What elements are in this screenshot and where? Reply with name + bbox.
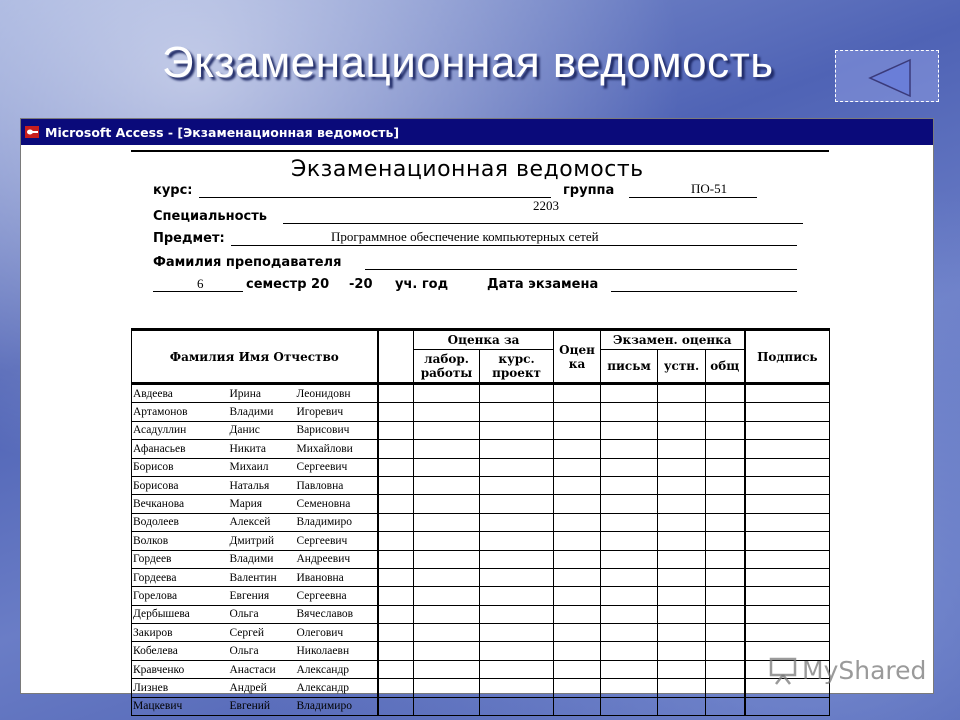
presentation-icon: [768, 657, 798, 685]
oral-cell: [658, 624, 706, 642]
signature-cell: [745, 697, 830, 715]
patronymic-cell: Олегович: [296, 624, 378, 642]
lab-work-cell: [414, 550, 480, 568]
lab-work-cell: [414, 642, 480, 660]
blank-cell: [378, 513, 414, 531]
table-row: [132, 532, 830, 550]
grade-cell: [554, 532, 601, 550]
specialty-value: 2203: [533, 198, 559, 213]
subject-line: [231, 245, 797, 246]
last-name-cell: Гордеева: [132, 568, 229, 586]
total-cell: [706, 642, 745, 660]
signature-cell: [745, 421, 830, 439]
oral-cell: [658, 679, 706, 697]
oral-cell: [658, 421, 706, 439]
written-cell: [601, 660, 658, 678]
blank-cell: [378, 476, 414, 494]
patronymic-cell: Владимиро: [296, 513, 378, 531]
signature-cell: [745, 403, 830, 421]
oral-cell: [658, 476, 706, 494]
total-cell: [706, 403, 745, 421]
course-project-cell: [480, 513, 554, 531]
last-name-cell: Афанасьев: [132, 440, 229, 458]
written-cell: [601, 605, 658, 623]
specialty-line: [283, 223, 803, 224]
table-row: [132, 660, 830, 678]
oral-cell: [658, 440, 706, 458]
grade-cell: [554, 421, 601, 439]
table-row: [132, 458, 830, 476]
course-project-cell: [480, 624, 554, 642]
oral-cell: [658, 532, 706, 550]
last-name-cell: Авдеева: [132, 384, 229, 403]
lab-work-cell: [414, 513, 480, 531]
first-name-cell: Анастаси: [229, 660, 296, 678]
table-row: [132, 679, 830, 697]
total-cell: [706, 679, 745, 697]
grade-cell: [554, 458, 601, 476]
written-cell: [601, 476, 658, 494]
group-label: группа: [563, 183, 615, 198]
grade-cell: [554, 513, 601, 531]
written-cell: [601, 550, 658, 568]
first-name-cell: Евгения: [229, 587, 296, 605]
lab-work-cell: [414, 697, 480, 715]
lab-work-cell: [414, 660, 480, 678]
patronymic-cell: Игоревич: [296, 403, 378, 421]
signature-header: Подпись: [745, 330, 830, 384]
last-name-cell: Водолеев: [132, 513, 229, 531]
oral-cell: [658, 568, 706, 586]
lab-work-header: лабор. работы: [414, 350, 480, 384]
signature-cell: [745, 440, 830, 458]
written-cell: [601, 513, 658, 531]
grade-cell: [554, 605, 601, 623]
patronymic-cell: Семеновна: [296, 495, 378, 513]
lab-work-cell: [414, 476, 480, 494]
signature-cell: [745, 605, 830, 623]
patronymic-cell: Сергеевич: [296, 532, 378, 550]
last-name-cell: Дербышева: [132, 605, 229, 623]
grade-cell: [554, 440, 601, 458]
blank-cell: [378, 440, 414, 458]
grade-for-header: Оценка за: [414, 330, 554, 350]
semester-value: 6: [197, 276, 204, 291]
lab-work-cell: [414, 440, 480, 458]
signature-cell: [745, 513, 830, 531]
table-row: [132, 476, 830, 494]
table-row: [132, 568, 830, 586]
written-cell: [601, 642, 658, 660]
oral-cell: [658, 495, 706, 513]
last-name-cell: Борисова: [132, 476, 229, 494]
course-project-cell: [480, 550, 554, 568]
oral-cell: [658, 587, 706, 605]
signature-cell: [745, 587, 830, 605]
course-project-cell: [480, 605, 554, 623]
back-button[interactable]: [835, 50, 939, 102]
grade-cell: [554, 384, 601, 403]
course-project-cell: [480, 458, 554, 476]
lab-work-cell: [414, 495, 480, 513]
teacher-label: Фамилия преподавателя: [153, 255, 342, 270]
first-name-cell: Никита: [229, 440, 296, 458]
patronymic-cell: Александр: [296, 679, 378, 697]
table-row: [132, 642, 830, 660]
blank-cell: [378, 384, 414, 403]
teacher-line: [365, 269, 797, 270]
last-name-cell: Кравченко: [132, 660, 229, 678]
watermark-text: MyShared: [802, 656, 927, 685]
written-cell: [601, 532, 658, 550]
table-row: [132, 403, 830, 421]
first-name-cell: Ольга: [229, 605, 296, 623]
blank-cell: [378, 624, 414, 642]
grade-cell: [554, 550, 601, 568]
table-row: [132, 513, 830, 531]
total-cell: [706, 624, 745, 642]
course-project-cell: [480, 660, 554, 678]
course-project-cell: [480, 440, 554, 458]
course-project-cell: [480, 495, 554, 513]
first-name-cell: Михаил: [229, 458, 296, 476]
access-key-icon: [25, 126, 39, 138]
first-name-cell: Данис: [229, 421, 296, 439]
signature-cell: [745, 495, 830, 513]
grade-cell: [554, 587, 601, 605]
lab-work-cell: [414, 384, 480, 403]
lab-work-cell: [414, 403, 480, 421]
oral-cell: [658, 660, 706, 678]
oral-cell: [658, 384, 706, 403]
patronymic-cell: Андреевич: [296, 550, 378, 568]
patronymic-cell: Леонидовн: [296, 384, 378, 403]
blank-cell: [378, 458, 414, 476]
table-row: [132, 421, 830, 439]
grade-cell: [554, 642, 601, 660]
total-cell: [706, 550, 745, 568]
first-name-cell: Владими: [229, 550, 296, 568]
course-project-cell: [480, 587, 554, 605]
written-cell: [601, 697, 658, 715]
oral-cell: [658, 697, 706, 715]
written-cell: [601, 495, 658, 513]
year-label: уч. год: [395, 277, 449, 292]
name-header: Фамилия Имя Отчество: [132, 330, 378, 384]
exam-sheet-report: [131, 145, 831, 713]
blank-cell: [378, 660, 414, 678]
total-header: общ: [706, 350, 745, 384]
oral-cell: [658, 605, 706, 623]
signature-cell: [745, 624, 830, 642]
last-name-cell: Артамонов: [132, 403, 229, 421]
blank-cell: [378, 550, 414, 568]
patronymic-cell: Михайлови: [296, 440, 378, 458]
signature-cell: [745, 568, 830, 586]
course-line: [199, 197, 551, 198]
first-name-cell: Мария: [229, 495, 296, 513]
semester-label: семестр 20: [246, 277, 330, 292]
total-cell: [706, 605, 745, 623]
access-report-window: [20, 118, 934, 713]
blank-cell: [378, 532, 414, 550]
subject-label: Предмет:: [153, 231, 225, 246]
last-name-cell: Гордеев: [132, 550, 229, 568]
first-name-cell: Сергей: [229, 624, 296, 642]
group-line: [629, 197, 757, 198]
blank-cell: [378, 642, 414, 660]
written-header: письм: [601, 350, 658, 384]
total-cell: [706, 495, 745, 513]
last-name-cell: Закиров: [132, 624, 229, 642]
grade-header: [554, 330, 601, 384]
lab-work-cell: [414, 624, 480, 642]
signature-cell: [745, 532, 830, 550]
grade-cell: [554, 679, 601, 697]
signature-cell: [745, 550, 830, 568]
first-name-cell: Дмитрий: [229, 532, 296, 550]
group-value: ПО-51: [691, 181, 728, 196]
subject-value: Программное обеспечение компьютерных сетей: [331, 229, 599, 244]
course-project-header: курс. проект: [480, 350, 554, 384]
table-row: [132, 605, 830, 623]
report-top-rule: [131, 150, 829, 152]
signature-cell: [745, 384, 830, 403]
grade-cell: [554, 568, 601, 586]
exam-date-label: Дата экзамена: [487, 277, 599, 292]
table-row: [132, 384, 830, 403]
total-cell: [706, 476, 745, 494]
grade-cell: [554, 476, 601, 494]
blank-cell: [378, 421, 414, 439]
first-name-cell: Наталья: [229, 476, 296, 494]
patronymic-cell: Вячеславов: [296, 605, 378, 623]
total-cell: [706, 513, 745, 531]
oral-cell: [658, 642, 706, 660]
written-cell: [601, 384, 658, 403]
course-project-cell: [480, 642, 554, 660]
table-row: [132, 587, 830, 605]
exam-grade-header: Экзамен. оценка: [601, 330, 745, 350]
first-name-cell: Ольга: [229, 642, 296, 660]
written-cell: [601, 679, 658, 697]
total-cell: [706, 440, 745, 458]
course-project-cell: [480, 403, 554, 421]
report-title: Экзаменационная ведомость: [291, 157, 644, 182]
last-name-cell: Горелова: [132, 587, 229, 605]
window-titlebar: [21, 119, 933, 145]
blank-cell: [378, 587, 414, 605]
written-cell: [601, 568, 658, 586]
patronymic-cell: Сергеевич: [296, 458, 378, 476]
written-cell: [601, 458, 658, 476]
grade-cell: [554, 403, 601, 421]
table-row: [132, 495, 830, 513]
course-project-cell: [480, 568, 554, 586]
signature-cell: [745, 476, 830, 494]
last-name-cell: Лизнев: [132, 679, 229, 697]
course-project-cell: [480, 697, 554, 715]
course-project-cell: [480, 421, 554, 439]
first-name-cell: Валентин: [229, 568, 296, 586]
patronymic-cell: Павловна: [296, 476, 378, 494]
patronymic-cell: Ивановна: [296, 568, 378, 586]
patronymic-cell: Варисович: [296, 421, 378, 439]
last-name-cell: Волков: [132, 532, 229, 550]
first-name-cell: Ирина: [229, 384, 296, 403]
grades-table: [131, 328, 830, 716]
total-cell: [706, 660, 745, 678]
written-cell: [601, 403, 658, 421]
table-row: [132, 440, 830, 458]
table-row: [132, 624, 830, 642]
blank-cell: [378, 568, 414, 586]
written-cell: [601, 587, 658, 605]
total-cell: [706, 697, 745, 715]
window-title: Microsoft Access - [Экзаменационная ведомость]: [45, 124, 400, 140]
last-name-cell: Кобелева: [132, 642, 229, 660]
last-name-cell: Мацкевич: [132, 697, 229, 715]
first-name-cell: Евгений: [229, 697, 296, 715]
patronymic-cell: Владимиро: [296, 697, 378, 715]
total-cell: [706, 532, 745, 550]
oral-cell: [658, 550, 706, 568]
semester-line: [153, 291, 243, 292]
course-project-cell: [480, 679, 554, 697]
lab-work-cell: [414, 679, 480, 697]
lab-work-cell: [414, 605, 480, 623]
blank-cell: [378, 605, 414, 623]
blank-cell: [378, 679, 414, 697]
total-cell: [706, 421, 745, 439]
total-cell: [706, 587, 745, 605]
grade-cell: [554, 495, 601, 513]
written-cell: [601, 440, 658, 458]
lab-work-cell: [414, 587, 480, 605]
last-name-cell: Асадуллин: [132, 421, 229, 439]
watermark: [768, 656, 926, 685]
first-name-cell: Алексей: [229, 513, 296, 531]
total-cell: [706, 458, 745, 476]
specialty-label: Специальность: [153, 209, 267, 224]
slide-title: Экзаменационная ведомость: [162, 38, 774, 87]
patronymic-cell: Александр: [296, 660, 378, 678]
year-dash: -20: [349, 277, 373, 292]
course-label: курс:: [153, 183, 193, 198]
lab-work-cell: [414, 568, 480, 586]
course-project-cell: [480, 532, 554, 550]
oral-cell: [658, 513, 706, 531]
total-cell: [706, 568, 745, 586]
blank-header: [378, 330, 414, 384]
lab-work-cell: [414, 421, 480, 439]
course-project-cell: [480, 384, 554, 403]
last-name-cell: Вечканова: [132, 495, 229, 513]
lab-work-cell: [414, 532, 480, 550]
written-cell: [601, 421, 658, 439]
first-name-cell: Андрей: [229, 679, 296, 697]
blank-cell: [378, 403, 414, 421]
exam-date-line: [611, 291, 797, 292]
grade-cell: [554, 624, 601, 642]
table-row: [132, 697, 830, 715]
total-cell: [706, 384, 745, 403]
oral-cell: [658, 403, 706, 421]
grade-cell: [554, 697, 601, 715]
patronymic-cell: Сергеевна: [296, 587, 378, 605]
oral-cell: [658, 458, 706, 476]
last-name-cell: Борисов: [132, 458, 229, 476]
back-arrow-icon: [868, 58, 912, 98]
course-project-cell: [480, 476, 554, 494]
signature-cell: [745, 458, 830, 476]
patronymic-cell: Николаевн: [296, 642, 378, 660]
grade-cell: [554, 660, 601, 678]
grades-table-body: [132, 384, 830, 716]
written-cell: [601, 624, 658, 642]
lab-work-cell: [414, 458, 480, 476]
blank-cell: [378, 697, 414, 715]
blank-cell: [378, 495, 414, 513]
oral-header: устн.: [658, 350, 706, 384]
table-row: [132, 550, 830, 568]
grade-header-label: Оцен ка: [559, 342, 595, 371]
first-name-cell: Владими: [229, 403, 296, 421]
